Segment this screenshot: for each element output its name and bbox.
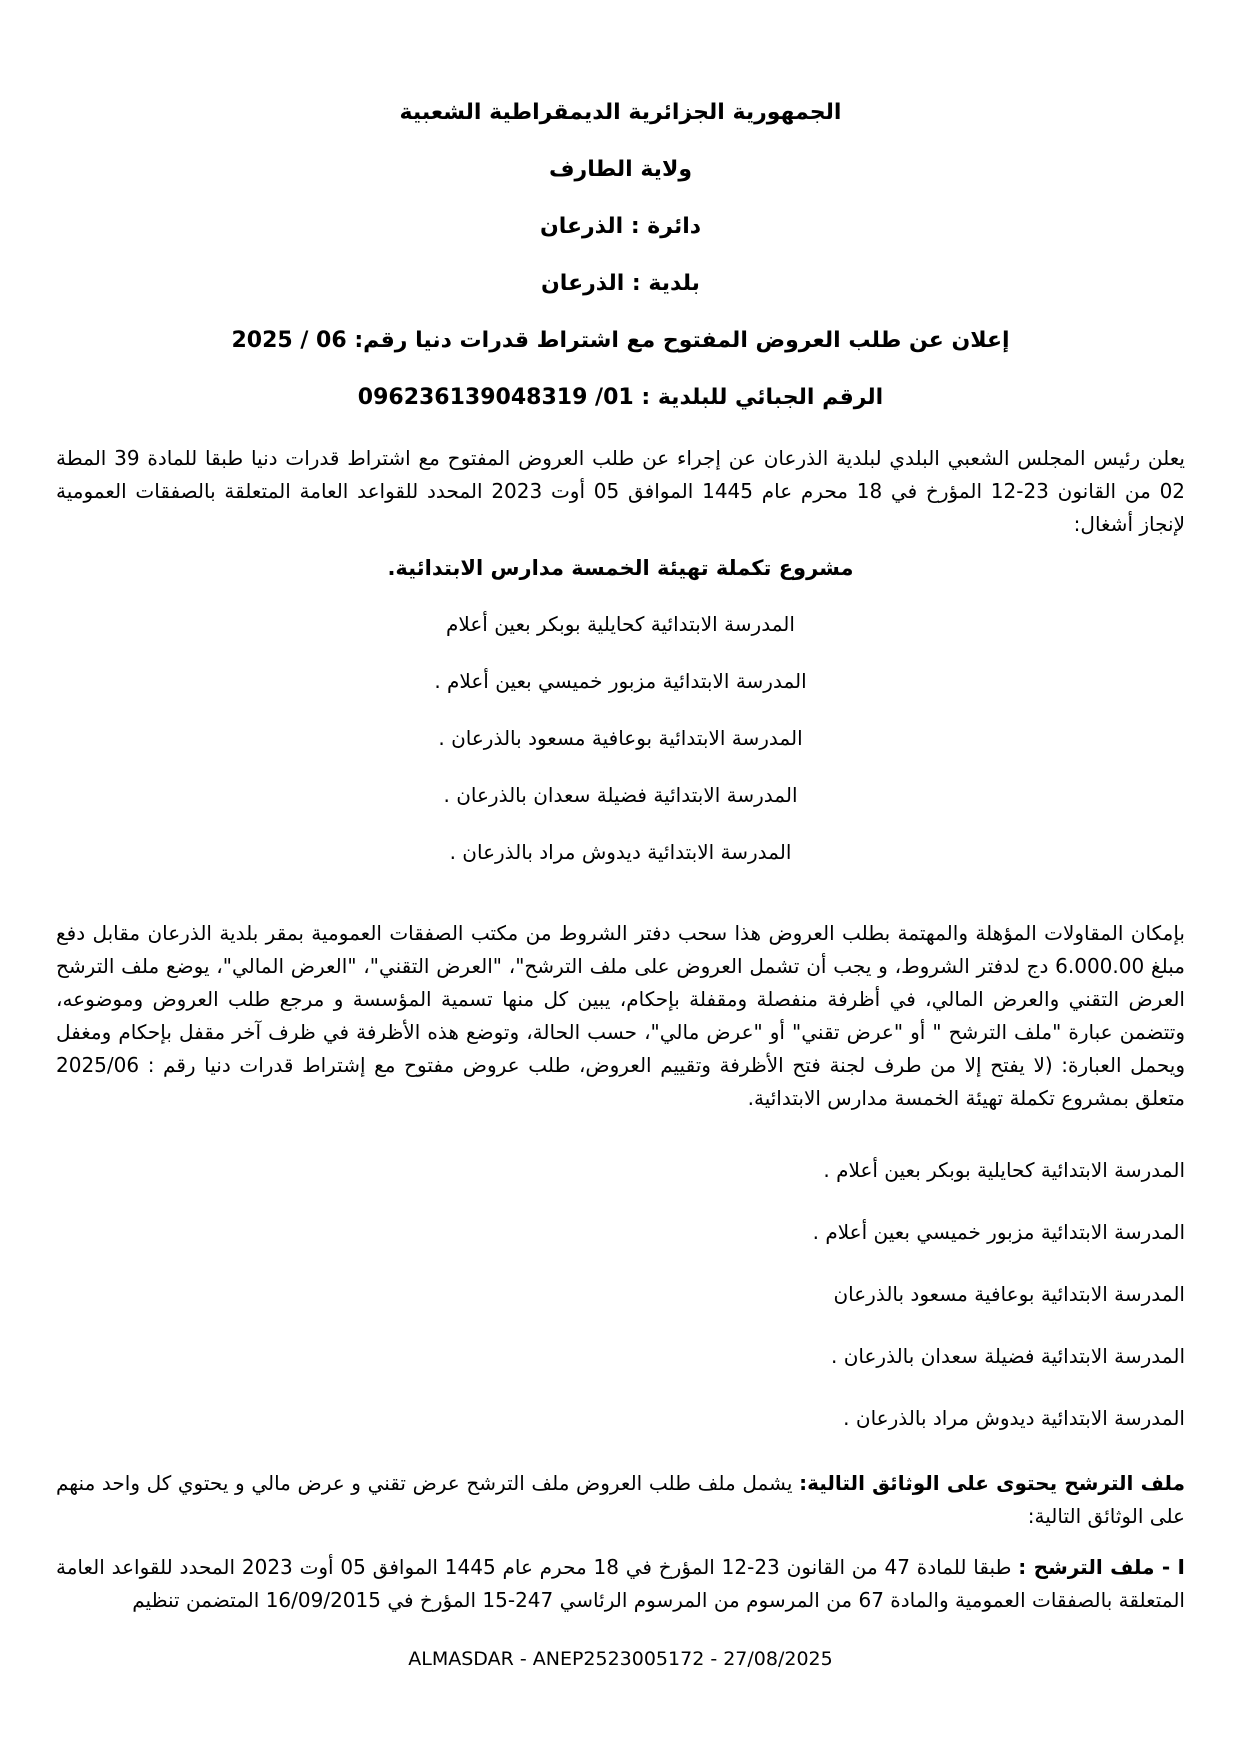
republic-title: الجمهورية الجزائرية الديمقراطية الشعبية xyxy=(399,100,842,125)
daira-title: دائرة : الذرعان xyxy=(539,214,702,239)
schools-list-right xyxy=(56,1157,1185,1431)
section-one-text: طبقا للمادة 47 من القانون 23-12 المؤرخ في 18 محرم عام 1445 الموافق 05 أوت 2023 المحدد للقواعد العامة المتعلقة بالصفقات العمومية والمادة 67 من المرسوم من المرسوم الرئاسي 247-15 المؤرخ في 16/09/2015 المتضمن تنظيم xyxy=(56,1555,1185,1612)
school-item: المدرسة الابتدائية ديدوش مراد بالذرعان . xyxy=(843,1406,1185,1430)
school-item: المدرسة الابتدائية مزبور خميسي بعين أعلام . xyxy=(434,669,807,693)
school-item: المدرسة الابتدائية بوعافية مسعود بالذرعان xyxy=(833,1282,1185,1306)
intro-paragraph: يعلن رئيس المجلس الشعبي البلدي لبلدية الذرعان عن إجراء عن طلب العروض المفتوح مع اشتراط قدرات دنيا طبقا للمادة 39 المطة 02 من القانون 23-12 المؤرخ في 18 محرم عام 1445 الموافق 05 أوت 2023 المحدد للقواعد العامة المتعلقة بالصفقات العمومية لإنجاز أشغال: xyxy=(56,446,1186,536)
candidacy-note-text: يشمل ملف طلب العروض ملف الترشح عرض تقني و عرض مالي و يحتوي كل واحد منهم على الوثائق التالية: xyxy=(56,1471,1185,1528)
document-header xyxy=(56,100,1185,411)
section-one-heading: I - ملف الترشح : xyxy=(1018,1555,1185,1579)
school-item: المدرسة الابتدائية مزبور خميسي بعين أعلام . xyxy=(812,1220,1185,1244)
school-item: المدرسة الابتدائية فضيلة سعدان بالذرعان . xyxy=(831,1344,1185,1368)
project-title: مشروع تكملة تهيئة الخمسة مدارس الابتدائية. xyxy=(387,556,854,580)
school-item: المدرسة الابتدائية فضيلة سعدان بالذرعان . xyxy=(443,783,798,807)
wilaya-title: ولاية الطارف xyxy=(548,157,693,182)
tax-number-line: الرقم الجبائي للبلدية : 01/ 096236139048319 xyxy=(357,385,884,410)
footer-reference: ALMASDAR - ANEP2523005172 - 27/08/2025 xyxy=(408,1648,833,1670)
schools-list-centered xyxy=(56,611,1185,865)
section-one-paragraph xyxy=(56,1551,1185,1617)
school-item: المدرسة الابتدائية بوعافية مسعود بالذرعان . xyxy=(438,726,803,750)
school-item: المدرسة الابتدائية كحايلية بوبكر بعين أعلام xyxy=(446,612,795,636)
announcement-title: إعلان عن طلب العروض المفتوح مع اشتراط قدرات دنيا رقم: 06 / 2025 xyxy=(231,328,1010,353)
terms-paragraph: بإمكان المقاولات المؤهلة والمهتمة بطلب العروض هذا سحب دفتر الشروط من مكتب الصفقات العمومية بمقر بلدية الذرعان مقابل دفع مبلغ 6.000.00 دج لدفتر الشروط، و يجب أن تشمل العروض على ملف الترشح"، "العرض التقني"، "العرض المالي"، يوضع ملف الترشح العرض التقني والعرض المالي، في أظرفة منفصلة ومقفلة بإحكام، يبين كل منها تسمية المؤسسة و مرجع طلب العروض وموضوعه، وتتضمن عبارة "ملف الترشح " أو "عرض تقني" أو "عرض مالي"، حسب الحالة، وتوضع هذه الأظرفة في ظرف آخر مقفل بإحكام ومغفل ويحمل العبارة: (لا يفتح إلا من طرف لجنة فتح الأظرفة وتقييم العروض، طلب عروض مفتوح مع إشتراط قدرات دنيا رقم : 2025/06 متعلق بمشروع تكملة تهيئة الخمسة مدارس الابتدائية. xyxy=(56,921,1185,1110)
school-item: المدرسة الابتدائية كحايلية بوبكر بعين أعلام . xyxy=(823,1158,1185,1182)
commune-title: بلدية : الذرعان xyxy=(541,271,700,296)
school-item: المدرسة الابتدائية ديدوش مراد بالذرعان . xyxy=(449,840,792,864)
candidacy-note-heading: ملف الترشح يحتوى على الوثائق التالية: xyxy=(799,1471,1185,1495)
candidacy-note-paragraph xyxy=(56,1467,1185,1533)
